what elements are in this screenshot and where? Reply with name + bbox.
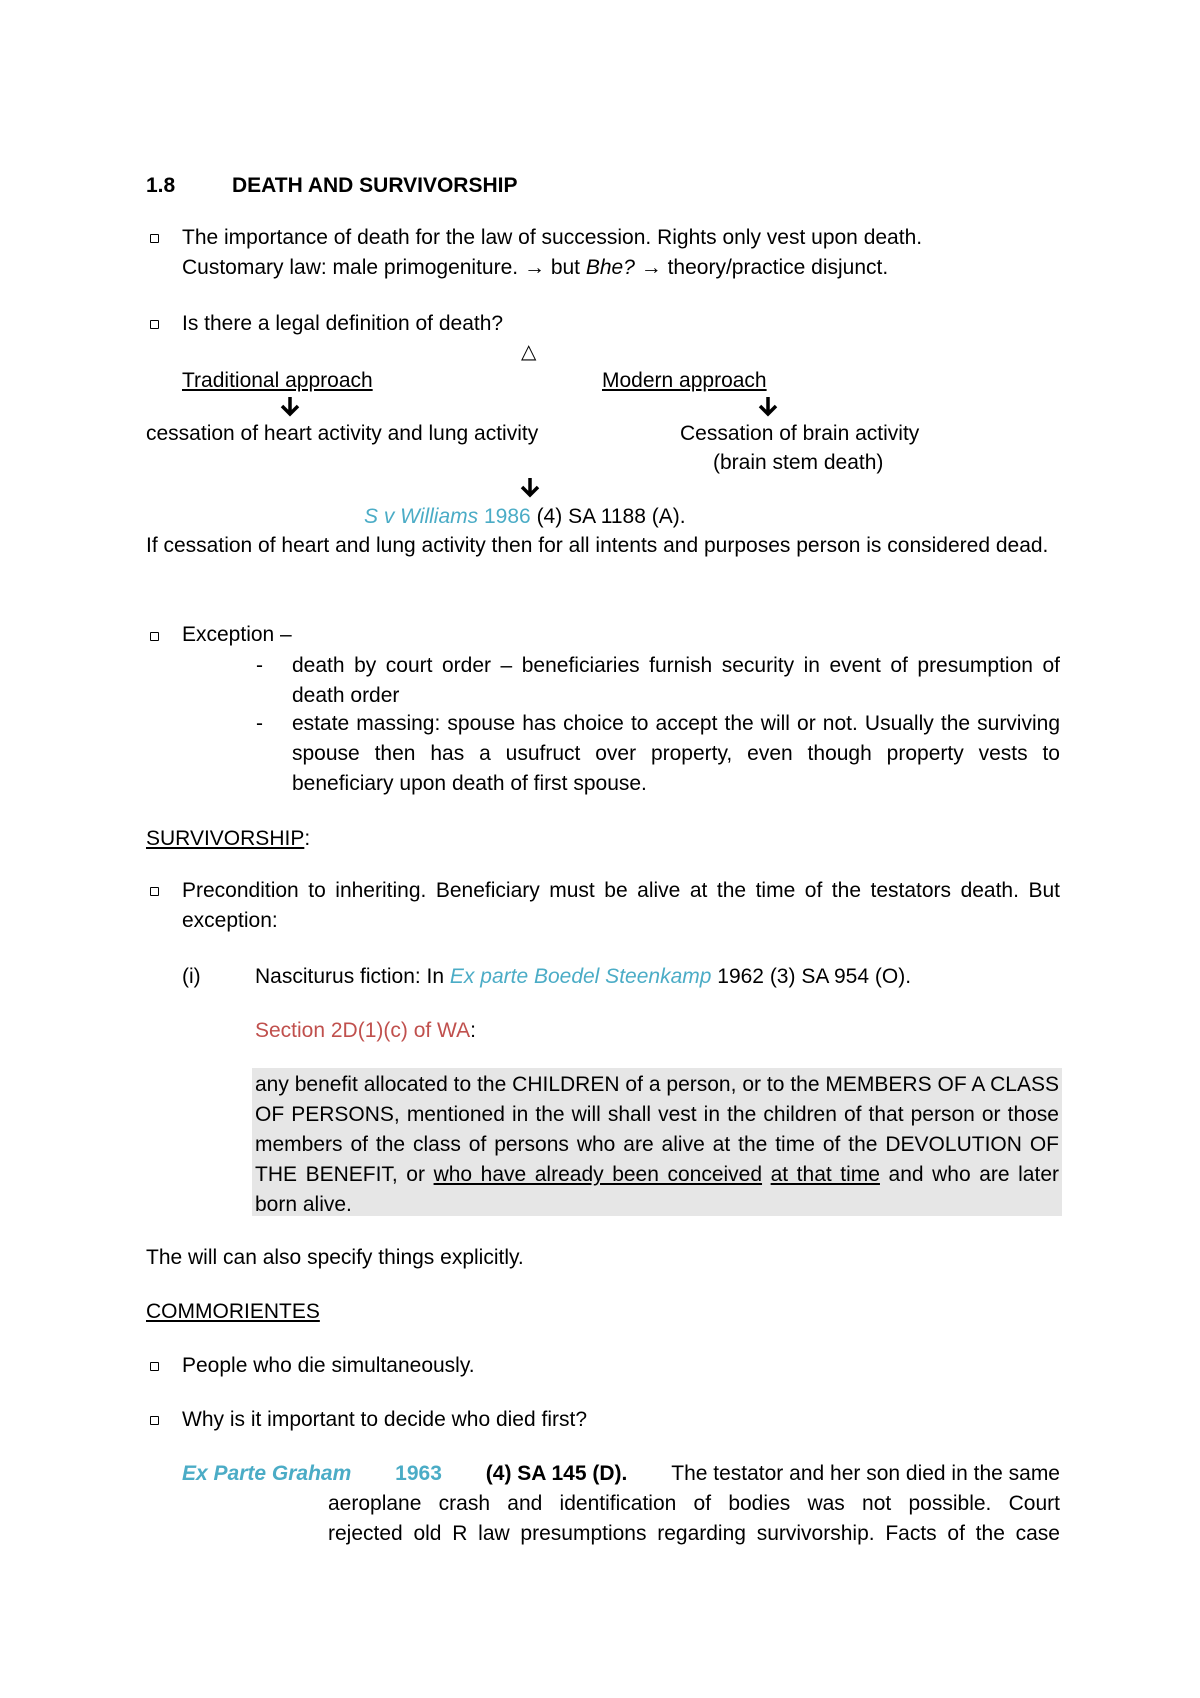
right-arrow-icon: → — [523, 256, 545, 279]
case-line-2: aeroplane crash and identification of bodies was not possible. Court — [328, 1492, 1060, 1515]
modern-approach-text: Cessation of brain activity — [680, 422, 920, 445]
statute-quote: any benefit allocated to the CHILDREN of a person, or to the MEMBERS OF A CLASS OF PERSONS, mentioned in the will shall vest in the children of that person or those members of the class of persons who are alive at the time of the DEVOLUTION OF THE BENEFIT, or who have already been conceived at that time and who are later born alive. — [255, 1073, 1059, 1216]
exception-item: estate massing: spouse has choice to accept the will or not. Usually the surviving spouse then has a usufruct over property, even though property vests to beneficiary upon death of first spouse. — [292, 712, 1060, 795]
commorientes-heading: COMMORIENTES — [146, 1300, 320, 1323]
conclusion-paragraph: If cessation of heart and lung activity then for all intents and purposes person is considered dead. — [146, 534, 1049, 557]
section-title: DEATH AND SURVIVORSHIP — [232, 174, 518, 197]
bullet-square-icon — [150, 1416, 159, 1425]
exception-item: death by court order – beneficiaries furnish security in event of presumption of death order — [292, 654, 1060, 707]
survivorship-heading: SURVIVORSHIP: — [146, 827, 311, 850]
section-reference: Section 2D(1)(c) of WA: — [255, 1019, 476, 1042]
modern-approach-subtext: (brain stem death) — [713, 451, 884, 474]
down-arrow-icon — [757, 395, 779, 421]
bullet-text: People who die simultaneously. — [182, 1354, 475, 1377]
bullet-text: The importance of death for the law of succession. Rights only vest upon death. — [182, 226, 923, 249]
item-number: (i) — [182, 965, 201, 988]
traditional-approach-text: cessation of heart activity and lung activity — [146, 422, 539, 445]
will-note: The will can also specify things explicitly. — [146, 1246, 524, 1269]
bullet-text-line2: Customary law: male primogeniture. → but Bhe? → theory/practice disjunct. — [182, 256, 889, 279]
bullet-square-icon — [150, 632, 159, 641]
bullet-square-icon — [150, 320, 159, 329]
traditional-approach-label: Traditional approach — [182, 369, 373, 392]
case-reference: Bhe? — [585, 256, 635, 279]
down-arrow-icon — [519, 476, 541, 502]
section-number: 1.8 — [146, 174, 176, 197]
bullet-text: Why is it important to decide who died first? — [182, 1408, 588, 1431]
bullet-square-icon — [150, 1362, 159, 1371]
bullet-text: Is there a legal definition of death? — [182, 312, 504, 335]
case-citation: S v Williams 1986 (4) SA 1188 (A). — [364, 505, 686, 528]
dash-bullet: - — [256, 712, 263, 735]
case-line-1: Ex Parte Graham 1963 (4) SA 145 (D). The testator and her son died in the same — [182, 1462, 1060, 1485]
bullet-text: Precondition to inheriting. Beneficiary must be alive at the time of the testators death. But exception: — [182, 879, 1060, 932]
modern-approach-label: Modern approach — [602, 369, 767, 392]
item-text: Nasciturus fiction: In Ex parte Boedel Steenkamp 1962 (3) SA 954 (O). — [255, 965, 912, 988]
exception-label: Exception – — [182, 623, 292, 646]
right-arrow-icon: → — [640, 256, 662, 279]
triangle-icon: △ — [521, 341, 537, 363]
dash-bullet: - — [256, 654, 263, 677]
bullet-square-icon — [150, 887, 159, 896]
bullet-square-icon — [150, 234, 159, 243]
case-line-3: rejected old R law presumptions regarding survivorship. Facts of the case — [328, 1522, 1060, 1545]
down-arrow-icon — [279, 395, 301, 421]
